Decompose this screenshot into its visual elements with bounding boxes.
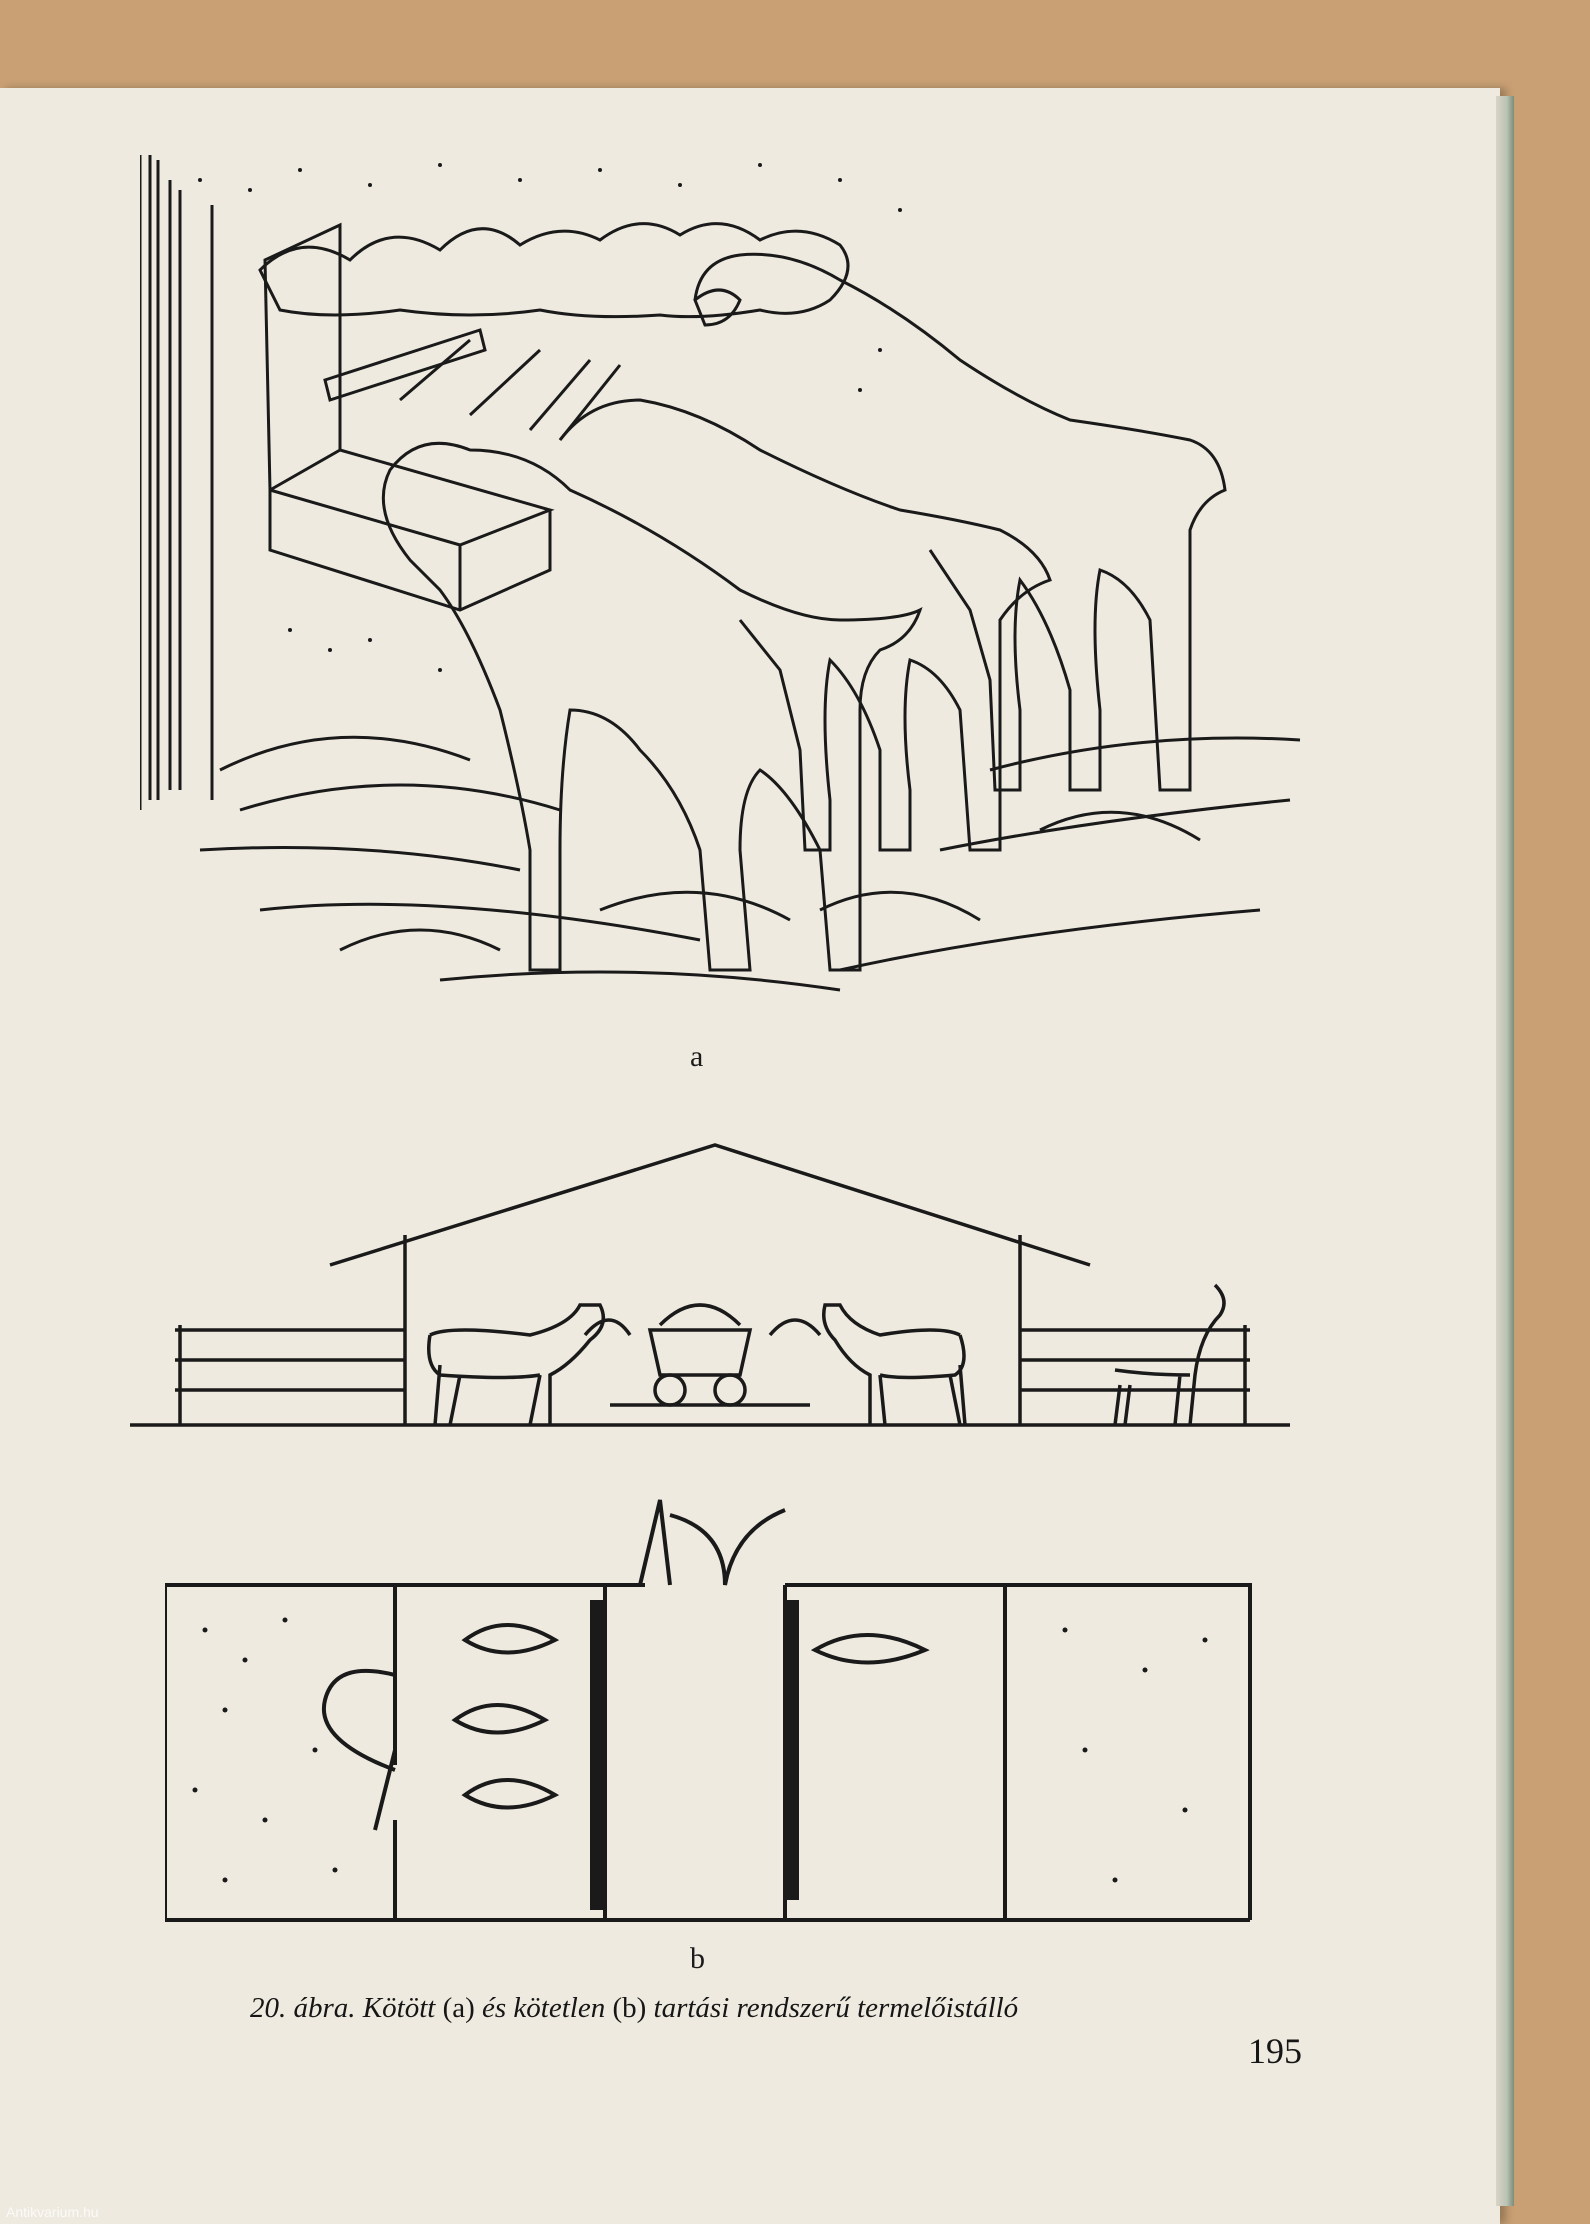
figure-label-b: b <box>690 1942 705 1975</box>
caption-part2: és kötetlen <box>482 1992 606 2024</box>
figure-label-a: a <box>690 1040 704 1073</box>
page-number: 195 <box>1248 2031 1302 2071</box>
caption-mark-a: (a) <box>442 1992 475 2024</box>
caption-number: 20. ábra. <box>250 1992 356 2024</box>
illustration-a-tethered-goats <box>140 150 1320 1050</box>
illustration-b-floor-plan <box>165 1490 1265 1930</box>
caption-part3: tartási rendszerű termelőistálló <box>653 1992 1019 2024</box>
caption-part1: Kötött <box>362 1992 436 2024</box>
watermark: Antikvarium.hu <box>6 2204 99 2220</box>
illustration-b-barn-section <box>130 1135 1290 1475</box>
caption-mark-b: (b) <box>612 1992 647 2024</box>
figure-caption <box>250 1992 1250 2025</box>
page-edge <box>1496 96 1514 2206</box>
